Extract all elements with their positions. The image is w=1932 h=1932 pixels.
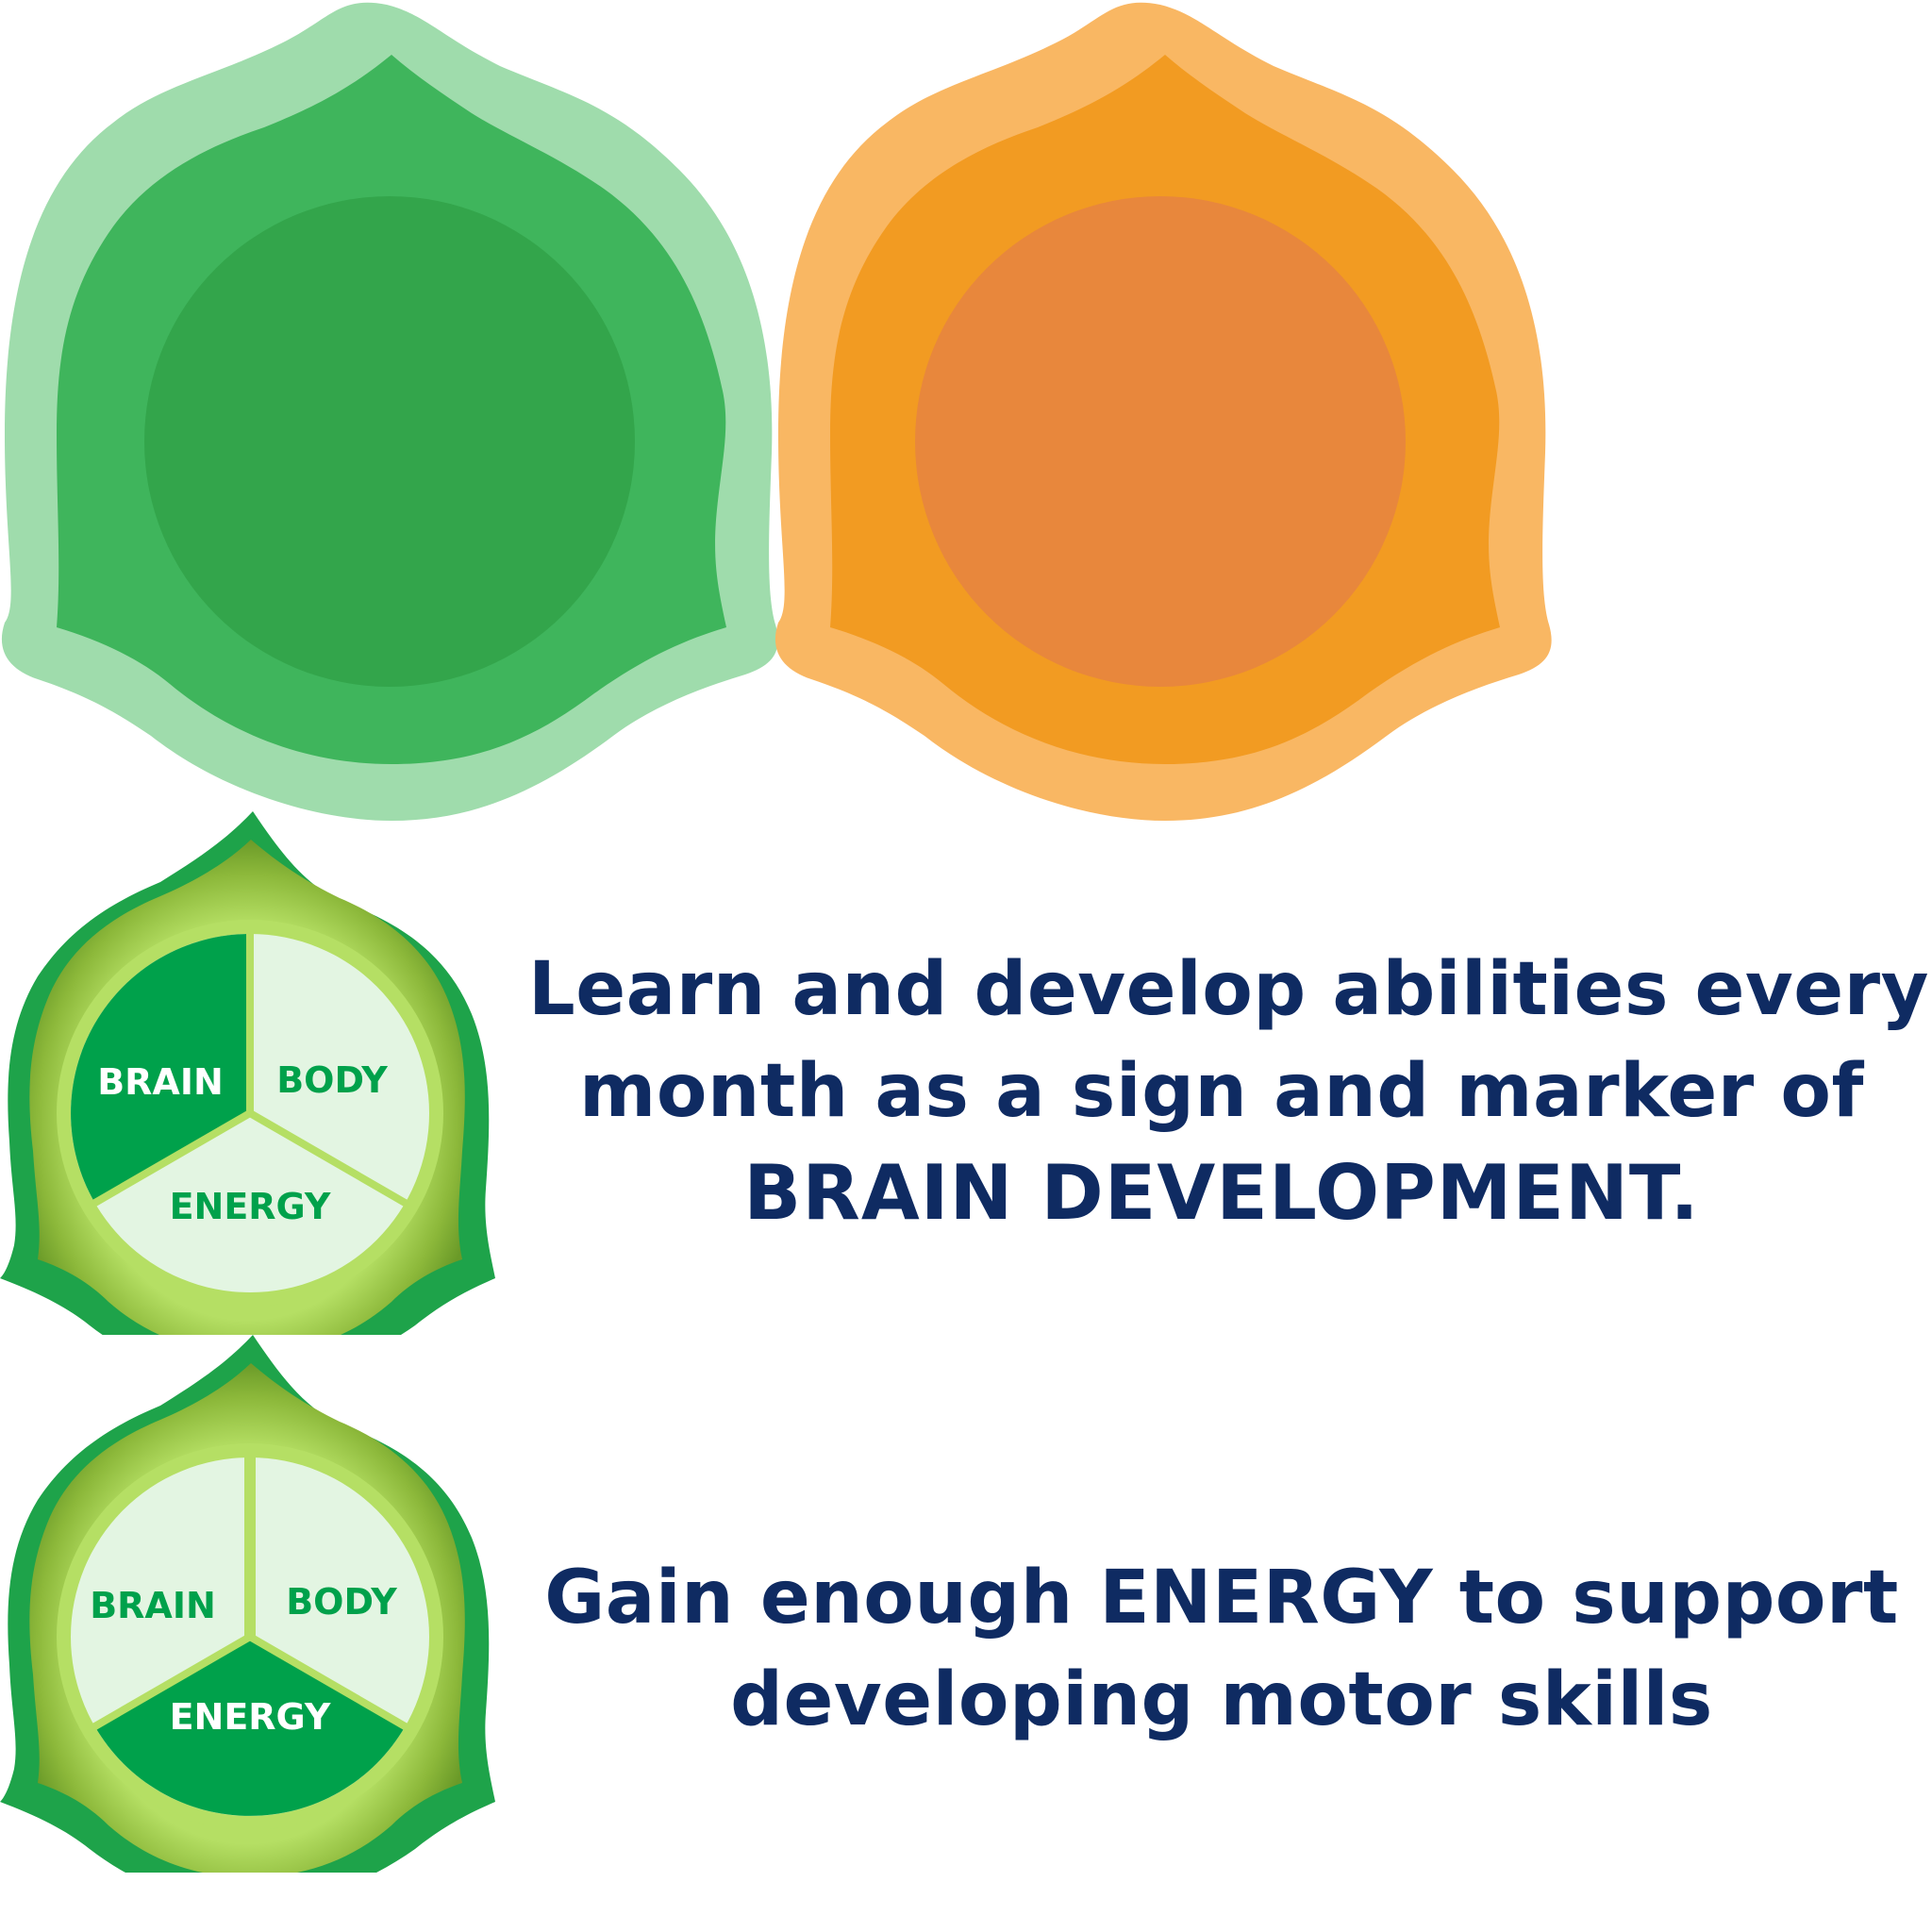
badge-label-brain: BRAIN: [90, 1585, 216, 1626]
orange-drop-shape: [774, 0, 1557, 821]
caption-2-line-2: developing motor skills: [730, 1657, 1713, 1742]
orange-drop-core: [915, 196, 1406, 687]
badge-label-energy: ENERGY: [169, 1186, 331, 1227]
caption-1-line-3: BRAIN DEVELOPMENT.: [743, 1149, 1700, 1237]
badge-label-brain: BRAIN: [97, 1061, 224, 1103]
badge-energy-highlighted: [0, 1335, 500, 1873]
badge-brain-highlighted: [0, 811, 500, 1335]
caption-brain-development: [528, 939, 1929, 1244]
badge-label-energy: ENERGY: [169, 1696, 331, 1738]
green-drop-shape: [0, 0, 783, 821]
badge-label-body: BODY: [276, 1059, 388, 1101]
caption-2-line-1: Gain enough ENERGY to support: [544, 1556, 1899, 1641]
caption-1-line-2: month as a sign and marker of: [579, 1049, 1864, 1134]
caption-energy: [528, 1547, 1915, 1751]
caption-1-line-1: Learn and develop abilities every: [528, 947, 1929, 1032]
badge-label-body: BODY: [286, 1581, 397, 1623]
green-drop-core: [144, 196, 635, 687]
